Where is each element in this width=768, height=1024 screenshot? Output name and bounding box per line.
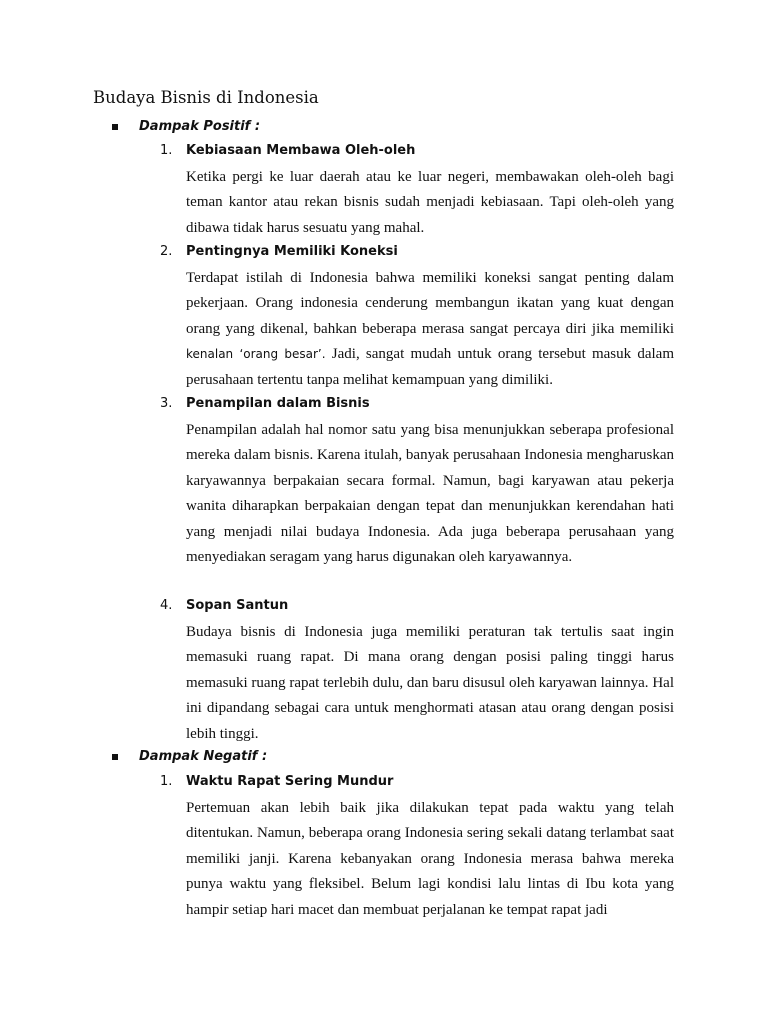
item-title: Waktu Rapat Sering Mundur <box>186 774 394 789</box>
item-title: Sopan Santun <box>186 598 289 613</box>
document-title: Budaya Bisnis di Indonesia <box>93 88 319 107</box>
item-number: 1. <box>160 143 173 158</box>
item-paragraph: Pertemuan akan lebih baik jika dilakukan tepat pada waktu yang telah ditentukan. Namun, beberapa orang Indonesia sering sekali datang terlambat saat memiliki janji. Karena kebanyakan orang Indonesia merasa bahwa mereka punya waktu yang fleksibel. Belum lagi kondisi lalu lintas di Ibu kota yang hampir setiap hari macet dan membuat perjalanan ke tempat rapat jadi <box>186 800 674 918</box>
list-item <box>160 595 674 747</box>
square-bullet-icon <box>112 124 118 130</box>
item-paragraph <box>186 266 674 393</box>
item-title: Pentingnya Memiliki Koneksi <box>186 244 398 259</box>
item-number: 2. <box>160 244 173 259</box>
item-paragraph: Penampilan adalah hal nomor satu yang bisa menunjukkan seberapa profesional mereka dalam bisnis. Karena itulah, banyak perusahaan Indonesia mengharuskan karyawannya berpakaian secara formal. Namun, bagi karyawan atau pekerja wanita diharapkan berpakaian dengan tepat dan menunjukkan kerendahan hati yang menjadi nilai budaya Indonesia. Ada juga beberapa perusahaan yang menyediakan seragam yang harus digunakan oleh karyawannya. <box>186 422 674 566</box>
item-title: Kebiasaan Membawa Oleh-oleh <box>186 143 416 158</box>
item-number: 1. <box>160 774 173 789</box>
item-title: Penampilan dalam Bisnis <box>186 396 370 411</box>
section-heading-label: Dampak Positif : <box>139 119 261 134</box>
list-item <box>160 771 674 923</box>
square-bullet-icon <box>112 754 118 760</box>
item-paragraph-text: Terdapat istilah di Indonesia bahwa memiliki koneksi sangat penting dalam pekerjaan. Orang indonesia cenderung membangun ikatan yang kuat dengan orang yang dikenal, bahkan beberapa merasa sangat percaya diri jika memiliki <box>186 270 674 337</box>
item-number: 3. <box>160 396 173 411</box>
list-item <box>160 241 674 393</box>
item-paragraph: Budaya bisnis di Indonesia juga memiliki peraturan tak tertulis saat ingin memasuki ruang rapat. Di mana orang dengan posisi paling tinggi harus memasuki ruang rapat terlebih dulu, dan baru disusul oleh karyawan lainnya. Hal ini dipandang sebagai cara untuk menghormati atasan atau orang dengan posisi lebih tinggi. <box>186 624 674 742</box>
item-paragraph-text: Jadi, sangat mudah untuk orang tersebut masuk dalam perusahaan tertentu tanpa melihat kemampuan yang dimiliki. <box>186 346 674 388</box>
quoted-term: kenalan ‘orang besar’. <box>186 347 326 362</box>
list-item <box>160 140 674 241</box>
list-item <box>160 393 674 570</box>
item-number: 4. <box>160 598 173 613</box>
section-heading-label: Dampak Negatif : <box>139 749 268 764</box>
item-paragraph: Ketika pergi ke luar daerah atau ke luar negeri, membawakan oleh-oleh bagi teman kantor atau rekan bisnis sudah menjadi kebiasaan. Tapi oleh-oleh yang dibawa tidak harus sesuatu yang mahal. <box>186 169 674 236</box>
